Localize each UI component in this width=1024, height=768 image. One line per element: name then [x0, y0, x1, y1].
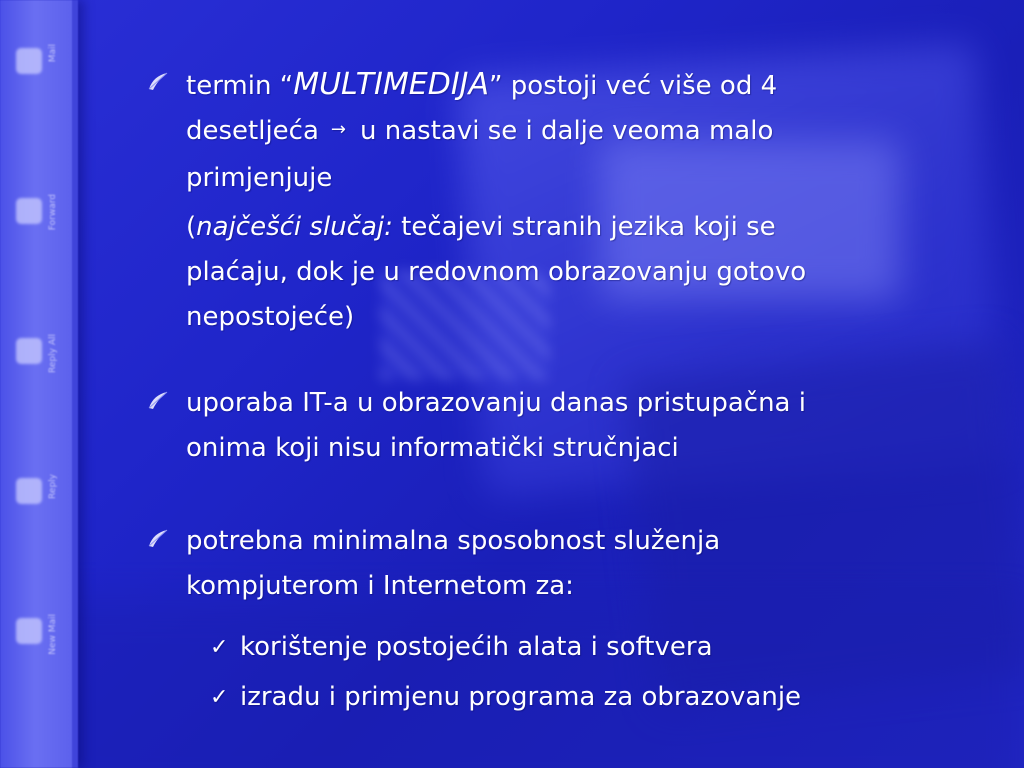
bullet-line: plaćaju, dok je u redovnom obrazovanju gotovo [186, 257, 807, 287]
text-fragment: ” postoji već više od 4 [489, 71, 778, 101]
checkmark-icon: ✓ [210, 635, 229, 660]
bullet-line [186, 62, 986, 109]
leaf-bullet-icon [146, 527, 170, 549]
bullet-line: potrebna minimalna sposobnost služenja [186, 526, 721, 556]
sub-item [210, 675, 802, 720]
bullet-it-usage [186, 381, 986, 471]
bullet-multimedija [186, 62, 986, 340]
text-fragment: ( [186, 212, 197, 242]
bullet-minimal-skill [186, 519, 986, 609]
sub-item-text: izradu i primjenu programa za obrazovanje [240, 682, 802, 712]
toolbar-item-label: Reply [48, 474, 58, 499]
bullet-line: kompjuterom i Internetom za: [186, 571, 574, 601]
text-fragment: desetljeća [186, 116, 319, 146]
text-fragment: tečajevi stranih jezika koji se [392, 212, 776, 242]
emphasis-term: MULTIMEDIJA [293, 67, 490, 102]
emphasis-term: najčešći slučaj: [196, 212, 393, 242]
checkmark-icon: ✓ [210, 685, 229, 710]
sub-item [210, 625, 713, 670]
toolbar-item-label: Forward [48, 194, 58, 231]
text-fragment: u nastavi se i dalje veoma malo [360, 116, 774, 146]
arrow-right-icon: → [330, 119, 347, 140]
bullet-line: nepostojeće) [186, 302, 355, 332]
bullet-line: onima koji nisu informatički stručnjaci [186, 433, 679, 463]
bullet-line [186, 205, 986, 250]
sub-item-text: korištenje postojećih alata i softvera [240, 632, 713, 662]
bullet-line [186, 109, 986, 156]
text-fragment: termin “ [186, 71, 294, 101]
toolbar-item-label: New Mail [48, 614, 58, 655]
bullet-line: primjenjuje [186, 163, 333, 193]
toolbar-item-label: Mail [48, 44, 58, 63]
leaf-bullet-icon [146, 389, 170, 411]
leaf-bullet-icon [146, 70, 170, 92]
toolbar-item-label: Reply All [48, 334, 58, 373]
bullet-line: uporaba IT-a u obrazovanju danas pristupačna i [186, 388, 806, 418]
